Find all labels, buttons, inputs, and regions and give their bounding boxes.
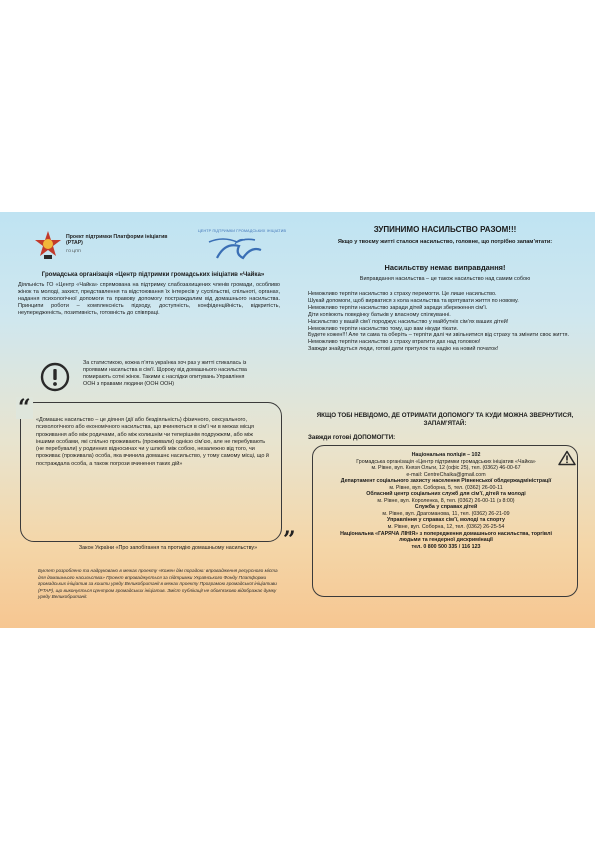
contact-line: м. Рівне, вул. Соборна, 12, тел. (0362) 26-25-54 — [387, 524, 505, 531]
contact-line: Національна поліція – 102 — [411, 452, 481, 458]
list-item: Завжди знайдуться люди, готові дати притулок та надію на новий початок! — [308, 346, 499, 353]
help-heading: ЯКЩО ТОБІ НЕВІДОМО, ДЕ ОТРИМАТИ ДОПОМОГУ ТА КУДИ МОЖНА ЗВЕРНУТИСЯ, ЗАПАМ’ЯТАЙ: — [316, 412, 574, 427]
headline: ЗУПИНИМО НАСИЛЬСТВО РАЗОМ!!! — [373, 225, 517, 234]
list-item: Неможливо терпіти насильство заради дітей заради збереження сім’ї. — [308, 304, 488, 311]
ptap-emblem-icon — [34, 230, 62, 260]
open-quote-mark: “ — [18, 395, 31, 421]
contact-line: Національна «ГАРЯЧА ЛІНІЯ» з попередження домашнього насильства, торгівлі людьми та гендерної дискримінації — [340, 530, 552, 544]
list-item: Шукай допомоги, щоб вирватися з кола насильства та врятувати життя по новому. — [308, 297, 519, 304]
list-item: Будете кожен!!! Але ти сама та оберіть – терпіти далі чи звільнитися від страху та змінити своє життя. — [308, 332, 570, 339]
contact-line: Служба у справах дітей — [414, 504, 478, 511]
list-item: Неможливо терпіти насильство з страху перемогти. Це лише насильство. — [308, 291, 497, 297]
contact-line: Управління у справах сім’ї, молоді та спорту — [387, 517, 505, 524]
contact-line: м. Рівне, вул. Короленка, 8, тел. (0362) 26-00-11 (з 8:00) — [377, 497, 515, 504]
list-item: Насильство у вашій сім’ї породжує насильство у майбутніх сім’ях ваших дітей! — [308, 318, 509, 325]
close-quote-mark: ” — [283, 527, 296, 553]
help-subheading: Завжди готові ДОПОМОГТИ: — [308, 434, 396, 441]
chaika-caption: ЦЕНТР ПІДТРИМКИ ГРОМАДСЬКИХ ІНІЦІАТИВ — [198, 229, 287, 233]
help-contacts-list — [330, 452, 562, 550]
org-about-text: Діяльність ГО «Центр «Чайка» спрямована на підтримку слабозахищених членів громади, особливо жінок та молоді, захист, представлення та відстоювання їх інтересів у суспільстві, спільноті, органах, надання психологічної допомоги та правову допомогу постраждалим від домашнього насильства. Принципи роботи – комплексність підходу, доступність, конфіденційність, відкритість, неупередженість, позитивність, готовність до співпраці. — [18, 282, 280, 317]
contact-line: м. Рівне, вул. Драгоманова, 11, тел. (0362) 26-21-09 — [382, 510, 510, 517]
ptap-logo-sub: ГО ЦПГІ — [66, 248, 82, 253]
exclamation-circle-icon — [40, 362, 70, 392]
list-item: Неможливо терпіти насильство тому, що вам нікуди тікати. — [308, 325, 459, 332]
leaflet — [0, 212, 595, 628]
contact-line: м. Рівне, вул. Князя Ольги, 12 (офіс 25), тел. (0362) 46-00-67 — [371, 465, 521, 472]
intro-subtext: Виправдання насильства – це також насильство над самим собою — [359, 276, 531, 282]
project-footnote: Буклет розроблено та надруковано в межах проекту «Кожен дім порадою: впровадження ресурсного міста для домашнього насильства» Проект впроваджується за підтримки Українського Фонду Платформи громадських ініціатив за кошти уряду Великобританії в межах проекту Програмою громадської ініціативи (PTAP), що виконується Центром громадських ініціатив. Зміст публікації не обов’язково відображає думку уряду Великобританії. — [38, 568, 278, 600]
intro-text: Якщо у твоєму житті сталося насильство, головне, що потрібно запам’ятати: — [337, 239, 553, 245]
quote-source: Закон України «Про запобігання та протидію домашньому насильству» — [78, 545, 258, 551]
contact-line: Департамент соціального захисту населення Рівненської облдержадміністрації — [340, 478, 552, 485]
facts-list — [308, 291, 588, 353]
left-panel — [8, 212, 298, 628]
ptap-logo-text: Проект підтримки Платформи ініціатив (PTAP) — [66, 234, 168, 246]
contact-line: тел. 0 800 500 335 / 116 123 — [411, 543, 481, 550]
list-item: Діти копіюють поведінку батьків у власному спілкуванні. — [308, 311, 451, 318]
logos-row — [30, 226, 300, 266]
org-title: Громадська організація «Центр підтримки громадських ініціатив «Чайка» — [41, 271, 265, 278]
right-panel — [300, 212, 590, 628]
chaika-logo-icon — [195, 228, 285, 264]
contact-line: м. Рівне, вул. Соборна, 5, тел. (0362) 26-00-11 — [389, 484, 503, 491]
contact-line: Обласний центр соціальних служб для сім’ї, дітей та молоді — [366, 491, 526, 498]
statistics-text: За статистикою, кожна п’ята українка хоч раз у житті стикалась із проявами насильства в сім’ї. Щороку від домашнього насильства помирають сотні жінок. Такими є наслідки опитувань Управління ООН з правами людини (ООН ООН) — [83, 360, 247, 387]
list-item: Неможливо терпіти насильство з страху втратити дах над головою! — [308, 339, 481, 346]
contact-line: e-mail: CentreChaika@gmail.com — [406, 471, 486, 478]
definition-quote-text: «Домашнє насильство – це діяння (дії або бездіяльність) фізичного, сексуального, психологічного або економічного насильства, що вчиняються в сім’ї чи в межах місця проживання або між родичами, або між колишнім чи теперішнім подружжям, або між іншими особами, які спільно проживають (проживали) однією сім’єю, але не перебувають (не перебували) у родинних відносинах чи у шлюбі між собою, незалежно від того, чи проживає (проживала) особа, яка вчинила домашнє насильство, у тому самому місці, що й постраждала особа, а також погрози вчинення таких дій» — [36, 417, 270, 467]
contact-line: Громадська організація «Центр підтримки громадських ініціатив «Чайка» — [356, 458, 536, 465]
slogan: Насильству немає виправдання! — [384, 263, 506, 272]
